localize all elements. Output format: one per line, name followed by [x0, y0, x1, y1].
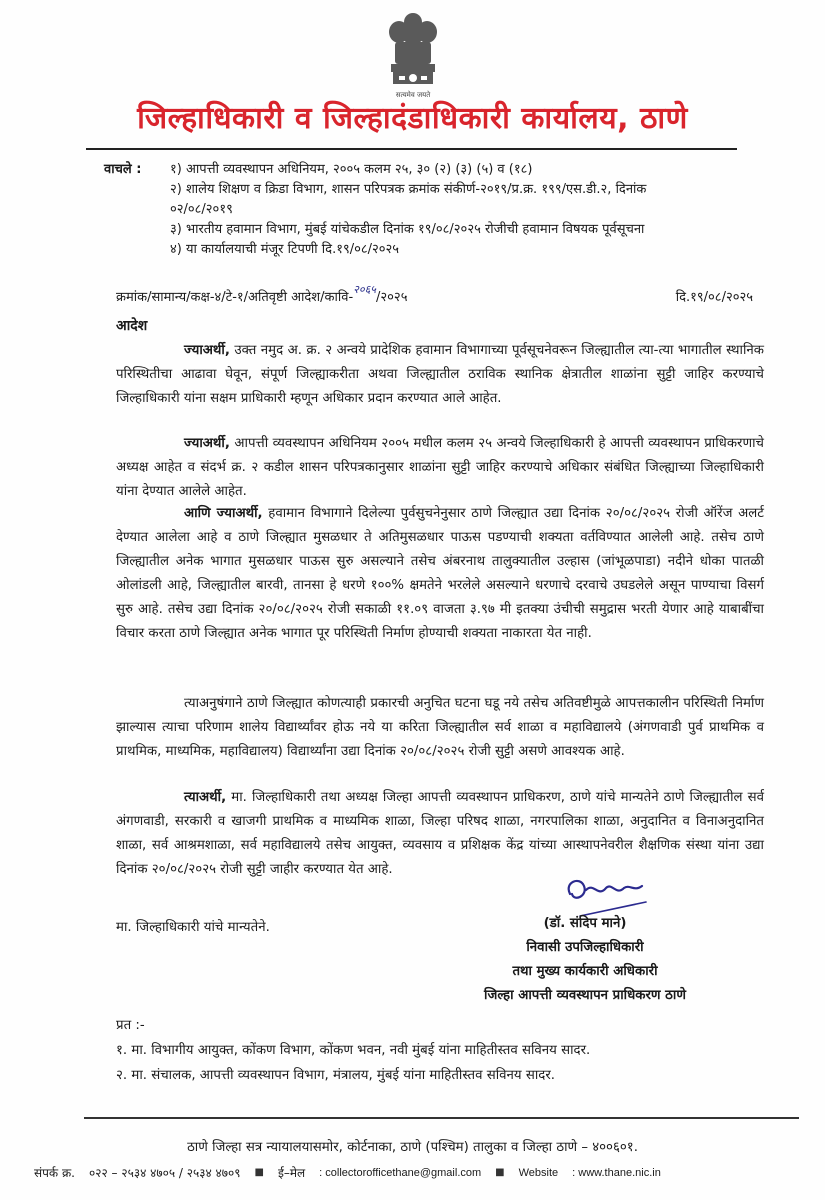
bullet-icon: ■: [495, 1167, 505, 1178]
signatory-name: (डॉ. संदिप माने): [543, 916, 627, 931]
paragraph: त्याअनुषंगाने ठाणे जिल्ह्यात कोणत्याही प्रकारची अनुचित घटना घडू नये तसेच अतिवष्टीमुळे आपत्तकालीन परिस्थिती निर्माण झाल्यास त्याचा परिणाम शालेय विद्यार्थ्यांवर होऊ नये या करिता जिल्ह्यातील सर्व शाळा व महाविद्यालये (अंगणवाडी पुर्व प्राथमिक व प्राथमिक, माध्यमिक, महाविद्यालय) विद्यार्थ्यांना उद्या दिनांक २०/०८/२०२५ रोजी सुट्टी असणे आवश्यक आहे.: [116, 696, 764, 759]
reference-item: ०२/०८/२०१९: [170, 202, 233, 217]
signatory-block: [470, 912, 700, 1008]
paragraph: ज्याअर्थी, आपत्ती व्यवस्थापन अधिनियम २००५ मधील कलम २५ अन्वये जिल्हाधिकारी हे आपत्ती व्यवस्थापन प्राधिकरणाचे अध्यक्ष आहेत व संदर्भ क्र. २ कडील शासन परिपत्रकानुसार शाळांना सुट्टी जाहिर करण्याचे अधिकार संबंधित जिल्ह्याच्या जिल्हाधिकारी यांना देण्यात आलेले आहेत.: [116, 436, 764, 499]
bullet-icon: ■: [254, 1167, 264, 1178]
footer-address: ठाणे जिल्हा सत्र न्यायालयासमोर, कोर्टनाका, ठाणे (पश्चिम) तालुका व जिल्हा ठाणे – ४००६०१.: [187, 1140, 638, 1155]
reference-item: ४) या कार्यालयाची मंजूर टिपणी दि.१९/०८/२०२५: [170, 242, 400, 257]
email-address[interactable]: : collectorofficethane@gmail.com: [319, 1166, 482, 1179]
handwritten-number: २०६५: [353, 283, 377, 296]
signatory-designation: तथा मुख्य कार्यकारी अधिकारी: [512, 964, 658, 979]
copy-item: २. मा. संचालक, आपत्ती व्यवस्थापन विभाग, मंत्रालय, मुंबई यांना माहितीस्तव सविनय सादर.: [116, 1068, 556, 1083]
references-block: [104, 160, 774, 260]
references-label: वाचले :: [104, 162, 142, 177]
title-divider: [86, 148, 737, 150]
approval-text: मा. जिल्हाधिकारी यांचे मान्यतेने.: [116, 920, 270, 935]
contact-label: संपर्क क्र.: [34, 1166, 75, 1180]
signatory-designation: जिल्हा आपत्ती व्यवस्थापन प्राधिकरण ठाणे: [484, 988, 686, 1003]
copies-label: प्रत :-: [116, 1018, 145, 1033]
copy-item: १. मा. विभागीय आयुक्त, कोंकण विभाग, कोंकण भवन, नवी मुंबई यांना माहितीस्तव सविनय सादर.: [116, 1043, 591, 1058]
national-emblem-icon: [373, 8, 453, 100]
paragraph: त्याअर्थी, मा. जिल्हाधिकारी तथा अध्यक्ष जिल्हा आपत्ती व्यवस्थापन प्राधिकरण, ठाणे यांचे मान्यतेने ठाणे जिल्ह्यातील सर्व अंगणवाडी, सरकारी व खाजगी प्राथमिक व माध्यमिक शाळा, जिल्हा परिषद शाळा, नगरपालिका शाळा, अनुदानित व विनाअनुदानित शाळा, सर्व आश्रमशाळा, सर्व महाविद्यालये तसेच आयुक्त, व्यवसाय व प्रशिक्षक केंद्र यांच्या आस्थापनेवरील शैक्षणिक संस्था यांना उद्या दिनांक २०/०८/२०२५ रोजी सुट्टी जाहीर करण्यात येत आहे.: [116, 790, 764, 877]
paragraph: आणि ज्याअर्थी, हवामान विभागाने दिलेल्या पुर्वसुचनेनुसार ठाणे जिल्ह्यात उद्या दिनांक २०/०८/२०२५ रोजी ऑरेंज अलर्ट देण्यात आलेला आहे व ठाणे जिल्ह्यात मुसळधार ते अतिमुसळधार पाऊस पडण्याची शक्यता वर्तविण्यात आलेली आहे. तसेच ठाणे जिल्ह्यातील अनेक भागात मुसळधार पाऊस सुरु असल्याने तसेच अंबरनाथ तालुक्यातील उल्हास (जांभूळपाडा) नदीने धोका पातळी ओलांडली आहे, जिल्ह्यातील बारवी, तानसा हे धरणे १००% क्षमतेने भरलेले असल्याने धरणाचे दरवाचे उघडलेले असून पाण्याचा विसर्ग सुरु आहे. तसेच उद्या दिनांक २०/०८/२०२५ रोजी सकाळी ११.०९ वाजता ३.९७ मी इतक्या उंचीची समुद्रास भरती येणार आहे याबाबींचा विचार करता ठाणे जिल्ह्यात अनेक भागात पूर परिस्थिती निर्माण होण्याची शक्यता नाकारता येत नाही.: [116, 506, 764, 641]
website-link[interactable]: : www.thane.nic.in: [572, 1166, 661, 1179]
reference-item: ३) भारतीय हवामान विभाग, मुंबई यांचेकडील दिनांक १९/०८/२०२५ रोजीची हवामान विषयक पूर्वसूचना: [170, 222, 645, 237]
order-number-line: [116, 283, 753, 305]
reference-item: १) आपत्ती व्यवस्थापन अधिनियम, २००५ कलम २५, ३० (२) (३) (५) व (१८): [170, 162, 533, 177]
reference-item: २) शालेय शिक्षण व क्रिडा विभाग, शासन परिपत्रक क्रमांक संकीर्ण-२०१९/प्र.क्र. १९९/एस.डी.२, दिनांक: [170, 182, 647, 197]
order-heading: आदेश: [116, 318, 148, 334]
order-date: दि.१९/०८/२०२५: [675, 290, 753, 305]
footer-divider: [84, 1117, 799, 1119]
office-title: जिल्हाधिकारी व जिल्हादंडाधिकारी कार्यालय, ठाणे: [137, 101, 688, 136]
paragraph: ज्याअर्थी, उक्त नमुद अ. क्र. २ अन्वये प्रादेशिक हवामान विभागाच्या पूर्वसूचनेवरून जिल्ह्यातील त्या-त्या भागातील स्थानिक परिस्थितीचा आढावा घेवून, संपूर्ण जिल्ह्याकरीता अथवा जिल्ह्यातील ठराविक स्थानिक क्षेत्रातील शाळांना सुट्टी जाहिर करण्याचे जिल्हाधिकारी यांना सक्षम प्राधिकारी म्हणून अधिकार प्रदान करण्यात आले आहेत.: [116, 343, 764, 406]
email-label: ई–मेल: [277, 1166, 306, 1180]
website-label: Website: [518, 1166, 559, 1179]
phone-numbers: ०२२ – २५३४ ४७०५ / २५३४ ४७०९: [89, 1166, 241, 1180]
signatory-designation: निवासी उपजिल्हाधिकारी: [526, 940, 644, 955]
order-number: क्रमांक/सामान्य/कक्ष-४/टे-१/अतिवृष्टी आदेश/कावि-$^{२०६५}$/२०२५: [116, 283, 408, 305]
emblem-motto: सत्यमेव जयते: [395, 91, 431, 99]
copies-block: [116, 1013, 590, 1088]
footer-contact: [34, 1164, 814, 1181]
